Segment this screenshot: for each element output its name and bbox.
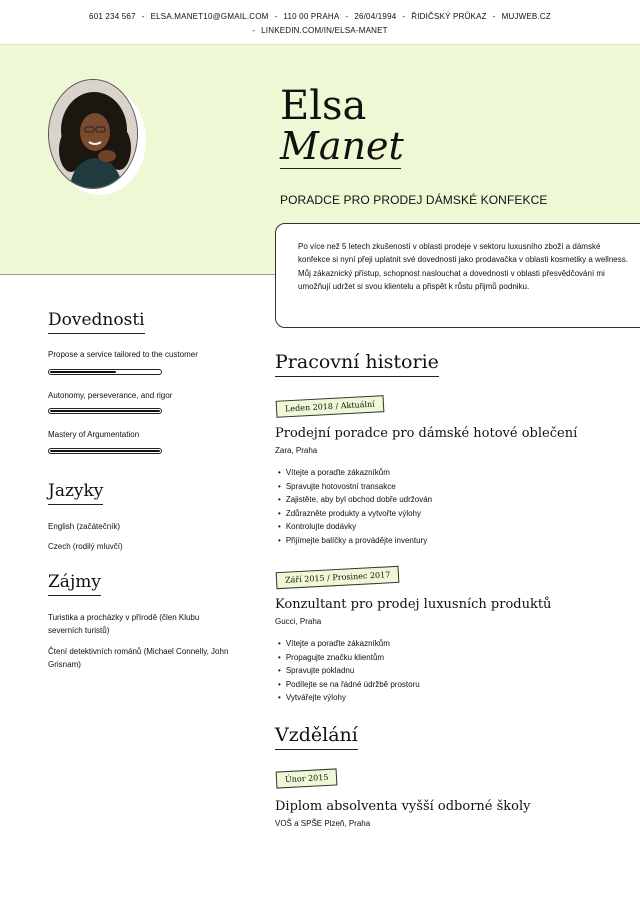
portrait-illustration — [49, 80, 138, 189]
skill-bar — [48, 369, 162, 375]
interest-item: Čtení detektivních románů (Michael Connelly, John Grisnam) — [48, 647, 229, 669]
skill-label: Propose a service tailored to the customer — [48, 350, 198, 359]
contact-bar — [0, 0, 640, 44]
education-title: Diplom absolventa vyšší odborné školy — [275, 799, 531, 814]
education-school: VOŠ a SPŠE Plzeň, Praha — [275, 819, 371, 828]
languages-heading: Jazyky — [48, 481, 103, 505]
license-text: ŘIDIČSKÝ PRŮKAZ — [411, 12, 487, 21]
linkedin-link[interactable]: LINKEDIN.COM/IN/ELSA-MANET — [261, 26, 388, 35]
contact-line-1: 601 234 567 - ELSA.MANET10@GMAIL.COM - 110 00 PRAHA - 26/04/1994 - ŘIDIČSKÝ PRŮKAZ - MUJWEB.CZ — [89, 12, 551, 21]
list-item: • Spravujte hotovostní transakce — [278, 480, 432, 494]
language-item: English (začátečník) — [48, 522, 121, 531]
first-name: Elsa — [280, 83, 367, 129]
skill-bar — [48, 408, 162, 414]
list-item: • Podílejte se na řádné údržbě prostoru — [278, 678, 420, 692]
skill-label: Autonomy, perseverance, and rigor — [48, 391, 173, 400]
skill-bar-fill — [50, 410, 160, 412]
skill-label: Mastery of Argumentation — [48, 430, 140, 439]
phone-text: 601 234 567 — [89, 12, 136, 21]
list-item: • Propagujte značku klientům — [278, 651, 420, 665]
job-employer: Zara, Praha — [275, 446, 318, 455]
address-text: 110 00 PRAHA — [283, 12, 340, 21]
language-item: Czech (rodilý mluvčí) — [48, 542, 123, 551]
last-name: Manet — [280, 124, 404, 168]
list-item: • Zajistěte, aby byl obchod dobře udržován — [278, 493, 432, 507]
job-title: PORADCE PRO PRODEJ DÁMSKÉ KONFEKCE — [280, 193, 548, 207]
job-date-tag: Leden 2018 / Aktuální — [276, 395, 385, 418]
list-item: • Kontrolujte dodávky — [278, 520, 432, 534]
job-title: Prodejní poradce pro dámské hotové oblečení — [275, 426, 578, 441]
education-heading: Vzdělání — [275, 724, 358, 750]
job-employer: Gucci, Praha — [275, 617, 322, 626]
skill-bar-fill — [50, 371, 116, 373]
job-title: Konzultant pro prodej luxusních produktů — [275, 597, 552, 612]
interests-heading: Zájmy — [48, 572, 101, 596]
birthdate-text: 26/04/1994 — [354, 12, 397, 21]
list-item: • Spravujte pokladnu — [278, 664, 420, 678]
skill-bar — [48, 448, 162, 454]
list-item: • Vítejte a poraďte zákazníkům — [278, 466, 432, 480]
interest-item: Turistika a procházky v přírodě (člen Klubu severních turistů) — [48, 613, 200, 635]
email-link[interactable]: ELSA.MANET10@GMAIL.COM — [150, 12, 269, 21]
profile-photo — [48, 79, 146, 195]
job-task-list — [278, 466, 432, 548]
list-item: • Vítejte a poraďte zákazníkům — [278, 637, 420, 651]
education-date-tag: Únor 2015 — [276, 768, 338, 788]
job-task-list — [278, 637, 420, 705]
name-divider — [280, 168, 401, 169]
list-item: • Přijímejte balíčky a provádějte inventury — [278, 534, 432, 548]
website-link[interactable]: MUJWEB.CZ — [501, 12, 551, 21]
skills-heading: Dovednosti — [48, 310, 145, 334]
list-item: • Zdůrazněte produkty a vytvořte výlohy — [278, 507, 432, 521]
summary-text: Po více než 5 letech zkušeností v oblasti prodeje v sektoru luxusního zboží a dámské konfekce si nyní přeji uplatnit své dovednosti jako prodavačka v oblasti kosmetiky a wellness. Můj zákaznický přístup, schopnost naslouchat a dovednosti v oblasti přesvědčování mi umožňují udržet si svou klientelu a přispět k růstu přijmů podniku. — [298, 242, 628, 291]
profile-summary — [275, 223, 640, 328]
contact-line-2: - LINKEDIN.COM/IN/ELSA-MANET — [252, 26, 388, 35]
job-date-tag: Září 2015 / Prosinec 2017 — [276, 566, 400, 589]
work-heading: Pracovní historie — [275, 351, 439, 377]
list-item: • Vytvářejte výlohy — [278, 691, 420, 705]
avatar — [48, 79, 138, 189]
skill-bar-fill — [50, 450, 160, 452]
